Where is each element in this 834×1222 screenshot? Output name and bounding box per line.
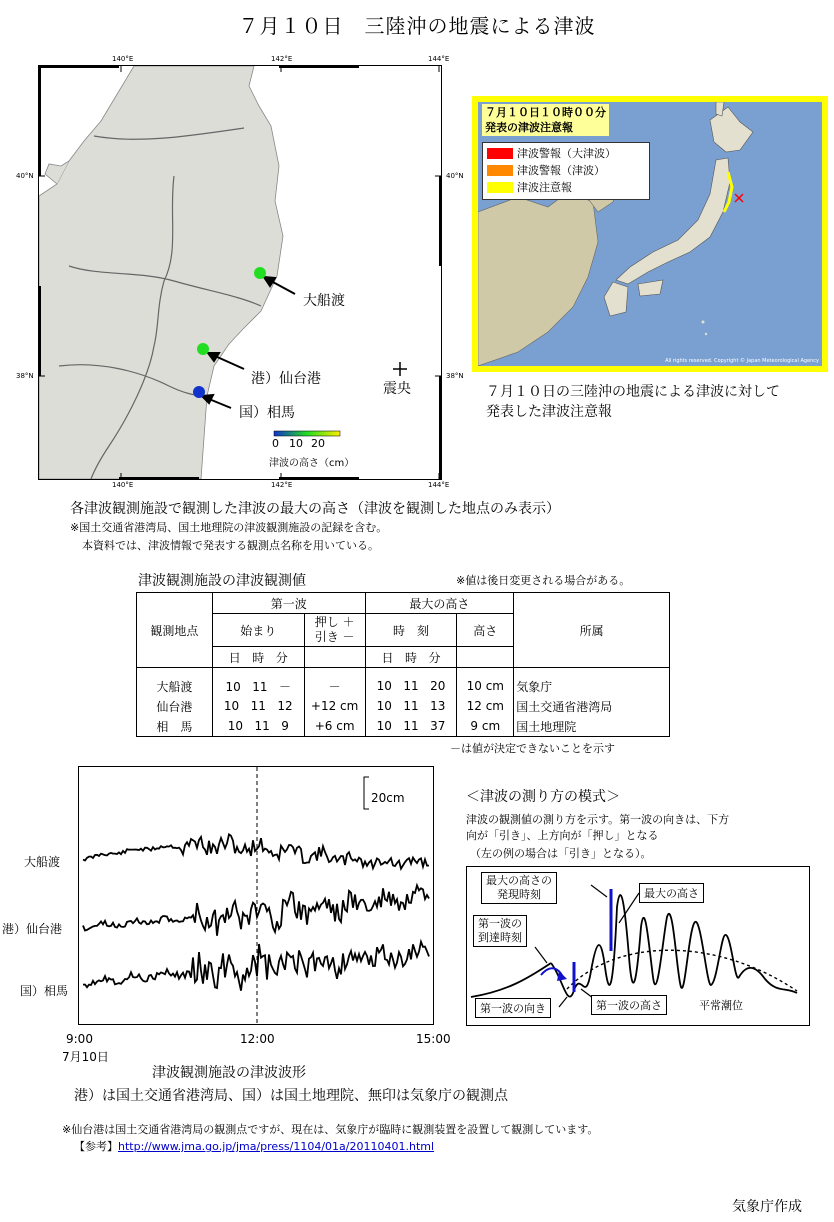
- cell-height: 12 cm: [457, 696, 514, 716]
- waveform-ofunato: [83, 834, 429, 868]
- map-caption: 各津波観測施設で観測した津波の最大の高さ（津波を観測した地点のみ表示）: [70, 501, 560, 517]
- wave-label-soma: 国）相馬: [20, 984, 69, 998]
- lon-tick-140-bottom: 140°E: [112, 481, 134, 489]
- legend-item-warning: [487, 163, 605, 177]
- label-first-direction: 第一波の向き: [475, 998, 551, 1018]
- th-units-max: [365, 647, 457, 668]
- station-label-sendai: 港）仙台港: [251, 371, 321, 387]
- map-note-2: 本資料では、津波情報で発表する観測点名称を用いている。: [82, 539, 379, 552]
- unit-min: 分: [275, 650, 288, 665]
- th-time: 時 刻: [365, 614, 457, 647]
- th-units-empty: [304, 647, 365, 668]
- th-height: 高さ: [457, 614, 514, 647]
- x-tick-1500: 15:00: [416, 1032, 451, 1046]
- cell-station: 大船渡: [137, 668, 213, 697]
- cell-max-time: 10 11 37: [365, 716, 457, 737]
- waveform-caption: 津波観測施設の津波波形: [152, 1065, 306, 1081]
- legend-swatch-yellow: [487, 182, 513, 193]
- table-title: 津波観測施設の津波観測値: [138, 573, 306, 589]
- copyright-text: All rights reserved. Copyright © Japan Meteorological Agency: [665, 358, 819, 364]
- label-normal-tide: 平常潮位: [699, 999, 743, 1012]
- legend-label-warning: 津波警報（津波）: [517, 164, 605, 177]
- waveform-plot: [78, 766, 434, 1025]
- cell-height: 10 cm: [457, 668, 514, 697]
- station-marker-sendai[interactable]: [197, 343, 209, 355]
- legend-label-major-warning: 津波警報（大津波）: [517, 147, 616, 160]
- scale-bar-label: 20cm: [371, 791, 405, 805]
- table-row: [137, 716, 670, 737]
- cell-height: 9 cm: [457, 716, 514, 737]
- schematic-desc-2: 向が「引き」、上方向が「押し」となる: [466, 829, 659, 842]
- cell-push: +12 cm: [304, 696, 365, 716]
- advisory-inset-map: [472, 96, 828, 372]
- cell-first-time: 10 11 12: [212, 696, 304, 716]
- unit-hour: 時: [252, 650, 265, 665]
- page-title: ７月１０日 三陸沖の地震による津波: [238, 14, 596, 38]
- unit-day: 日: [381, 650, 394, 665]
- legend-item-advisory: [487, 180, 572, 194]
- legend-swatch-orange: [487, 165, 513, 176]
- station-marker-soma[interactable]: [193, 386, 205, 398]
- schematic-desc-1: 津波の観測値の測り方を示す。第一波の向きは、下方: [466, 813, 730, 826]
- advisory-caption: ７月１０日の三陸沖の地震による津波に対して 発表した津波注意報: [486, 384, 780, 420]
- th-units-empty-2: [457, 647, 514, 668]
- schematic-desc-3: （左の例の場合は「引き」となる）。: [470, 847, 652, 860]
- map-note-1: ※国土交通省港湾局、国土地理院の津波観測施設の記録を含む。: [70, 521, 388, 534]
- scale-tick-0: 0: [272, 437, 279, 450]
- label-first-arrival: 第一波の 到達時刻: [473, 915, 527, 947]
- lat-tick-40: 40°N: [16, 172, 34, 180]
- scale-title: 津波の高さ（cm）: [269, 458, 355, 469]
- label-first-height: 第一波の高さ: [591, 995, 667, 1015]
- waveform-legend: 港）は国土交通省港湾局、国）は国土地理院、無印は気象庁の観測点: [74, 1088, 508, 1104]
- reference-link[interactable]: http://www.jma.go.jp/jma/press/1104/01a/20110401.html: [118, 1140, 435, 1153]
- legend-label-advisory: 津波注意報: [517, 181, 572, 194]
- station-label-soma: 国）相馬: [239, 405, 295, 421]
- table-row: [137, 668, 670, 697]
- lon-tick-144: 144°E: [428, 55, 450, 63]
- lon-tick-140: 140°E: [112, 55, 134, 63]
- cell-first-time: 10 11 －: [212, 668, 304, 697]
- th-org: 所属: [514, 593, 670, 668]
- advisory-legend: [482, 142, 650, 200]
- label-max-height: 最大の高さ: [639, 883, 704, 903]
- legend-swatch-red: [487, 148, 513, 159]
- legend-item-major-warning: [487, 146, 616, 160]
- unit-day: 日: [228, 650, 241, 665]
- lon-tick-142: 142°E: [271, 55, 293, 63]
- cell-station: 仙台港: [137, 696, 213, 716]
- th-max-height: 最大の高さ: [365, 593, 514, 614]
- schematic-title: ＜津波の測り方の模式＞: [466, 789, 620, 805]
- th-station: 観測地点: [137, 593, 213, 668]
- tsunami-height-map: [38, 65, 442, 480]
- reference-label: 【参考】: [74, 1140, 118, 1153]
- lat-tick-38-right: 38°N: [446, 372, 464, 380]
- cell-max-time: 10 11 20: [365, 668, 457, 697]
- unit-hour: 時: [405, 650, 418, 665]
- cell-push: +6 cm: [304, 716, 365, 737]
- th-push-pull: 押し ＋ 引き －: [304, 614, 365, 647]
- table-note-bottom: －は値が決定できないことを示す: [450, 742, 615, 755]
- wave-label-sendai: 港）仙台港: [2, 922, 63, 936]
- cell-push: －: [304, 668, 365, 697]
- cell-max-time: 10 11 13: [365, 696, 457, 716]
- schematic-diagram: [466, 866, 810, 1026]
- observation-table: [136, 592, 670, 737]
- lat-tick-38: 38°N: [16, 372, 34, 380]
- th-start: 始まり: [212, 614, 304, 647]
- credit: 気象庁作成: [732, 1199, 802, 1215]
- unit-min: 分: [428, 650, 441, 665]
- lon-tick-142-bottom: 142°E: [271, 481, 293, 489]
- wave-label-ofunato: 大船渡: [24, 855, 61, 869]
- cell-org: 国土交通省港湾局: [514, 696, 670, 716]
- x-tick-1200: 12:00: [240, 1032, 275, 1046]
- cell-first-time: 10 11 9: [212, 716, 304, 737]
- table-row: [137, 696, 670, 716]
- th-first-wave: 第一波: [212, 593, 365, 614]
- lon-tick-144-bottom: 144°E: [428, 481, 450, 489]
- cell-org: 気象庁: [514, 668, 670, 697]
- station-marker-ofunato[interactable]: [254, 267, 266, 279]
- cell-station: 相 馬: [137, 716, 213, 737]
- advisory-header: ７月１０日１０時００分 発表の津波注意報: [482, 104, 609, 136]
- date-label: 7月10日: [62, 1050, 109, 1064]
- scale-tick-20: 20: [311, 437, 325, 450]
- epicenter-label: 震央: [383, 381, 411, 397]
- x-tick-0900: 9:00: [66, 1032, 93, 1046]
- waveform-soma: [83, 942, 429, 991]
- lat-tick-40-right: 40°N: [446, 172, 464, 180]
- station-label-ofunato: 大船渡: [303, 293, 345, 309]
- label-max-time: 最大の高さの 発現時刻: [481, 872, 557, 904]
- scale-tick-10: 10: [289, 437, 303, 450]
- footer-note: ※仙台港は国土交通省港湾局の観測点ですが、現在は、気象庁が臨時に観測装置を設置して観測しています。: [62, 1123, 599, 1136]
- footer-reference: [74, 1138, 434, 1154]
- table-note-top: ※値は後日変更される場合がある。: [456, 574, 631, 587]
- waveform-sendai: [83, 885, 429, 935]
- cell-org: 国土地理院: [514, 716, 670, 737]
- waveform-graphic: [79, 767, 433, 1024]
- th-units-first: [212, 647, 304, 668]
